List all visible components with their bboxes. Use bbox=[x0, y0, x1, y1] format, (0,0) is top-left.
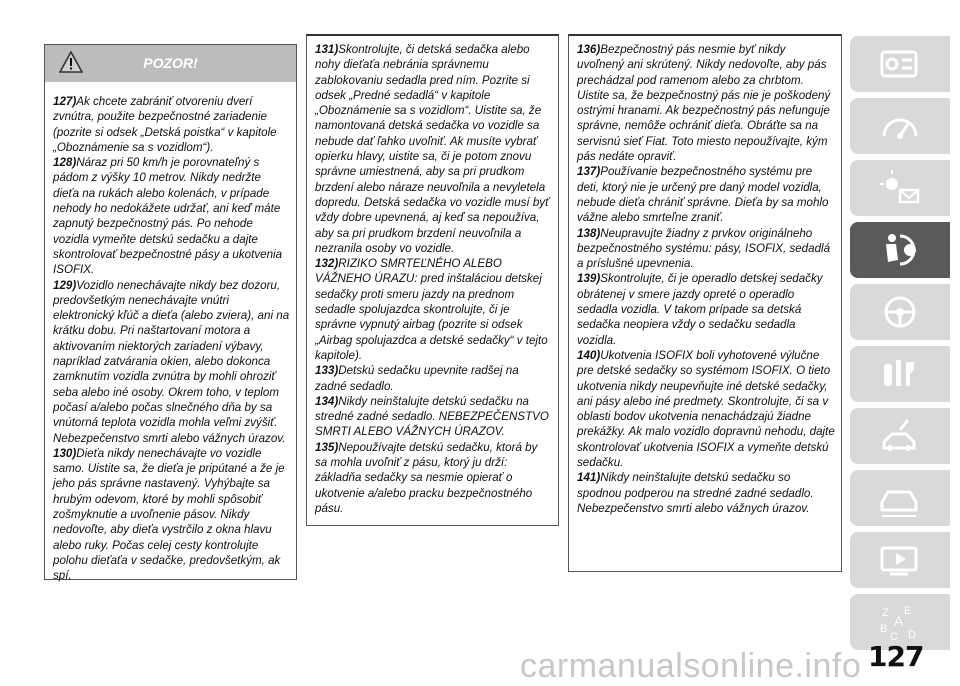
chapter-tab[interactable] bbox=[850, 160, 950, 216]
warning-text-block bbox=[307, 36, 558, 516]
warning-item bbox=[53, 278, 290, 446]
warning-item bbox=[577, 164, 835, 225]
wrench-car-icon bbox=[878, 416, 922, 456]
svg-text:B: B bbox=[880, 623, 888, 635]
warning-header bbox=[45, 45, 296, 82]
key-tools-icon bbox=[878, 354, 922, 394]
warning-text: Nepoužívajte detskú sedačku, ktorá by sa mohla uvoľniť z pásu, ktorý ju drží: základňa sedačky sa nesmie opierať o ukotvenie a/alebo pracku bezpečnostného pásu. bbox=[315, 440, 538, 515]
warning-item bbox=[577, 42, 835, 164]
chapter-tab-sidebar bbox=[850, 36, 960, 656]
svg-text:C: C bbox=[890, 631, 898, 642]
warning-text-block bbox=[569, 36, 841, 516]
warning-number: 129) bbox=[53, 278, 77, 292]
warning-text: Náraz pri 50 km/h je porovnateľný s pádom z výšky 10 metrov. Nikdy nedržte dieťa na rukách alebo kolenách, v prípade nehody ho nedokážete udržať, ani keď máte zapnutý bezpečnostný pás. Po nehode vozidla vymeňte detskú sedačku a dajte skontrolovať bezpečnostné pásy a ukotvenia ISOFIX. bbox=[53, 156, 283, 277]
svg-text:E: E bbox=[904, 605, 912, 617]
svg-text:Z: Z bbox=[882, 607, 889, 619]
warning-number: 136) bbox=[577, 43, 601, 56]
warning-text-block bbox=[45, 82, 296, 584]
chapter-tab[interactable] bbox=[850, 470, 950, 526]
warning-text: Skontrolujte, či detská sedačka alebo nohy dieťaťa nebránia správnemu zablokovaniu sedadla pred ním. Pozrite si odsek „Predné sedadlá“ v kapitole „Oboznámenie sa s vozidlom“. Uistite sa, že namontovaná detská sedačka vo vozidle sa nebude dať ľahko uvoľniť. Ak musíte vybrať opierku hlavy, uistite sa, či je potom znovu správne umiestnená, aby sa pri prudkom brzdení alebo náraze neuvoľnila a nevyletela dopredu. Detská sedačka vo vozidle musí byť vždy dobre upevnená, aj keď sa nepoužíva, aby sa pri prudkom brzdení neuvoľnila a nezranila osoby vo vozidle. bbox=[315, 43, 550, 255]
warning-item bbox=[577, 348, 835, 470]
warning-number: 127) bbox=[53, 95, 77, 108]
multimedia-icon bbox=[878, 540, 922, 580]
chapter-tab[interactable] bbox=[850, 36, 950, 92]
svg-text:D: D bbox=[908, 629, 916, 641]
warning-lights-icon bbox=[878, 168, 922, 208]
warning-item bbox=[53, 446, 290, 584]
alphabetical-index-icon bbox=[878, 602, 922, 642]
warning-text: RIZIKO SMRTEĽNÉHO ALEBO VÁŽNEHO ÚRAZU: pred inštaláciou detskej sedačky proti smeru jazdy na prednom sedadle spolujazdca skontrolujte, či je správne vypnutý airbag (pozrite si odsek „Airbag spolujazdca a detské sedačky“ v tejto kapitole). bbox=[315, 257, 548, 362]
warning-item bbox=[315, 363, 552, 394]
warning-item bbox=[577, 226, 835, 272]
warning-column-2 bbox=[306, 34, 559, 526]
warning-item bbox=[577, 271, 835, 347]
car-specs-icon bbox=[878, 478, 922, 518]
warning-text: Bezpečnostný pás nesmie byť nikdy uvoľnený ani skrútený. Nikdy nedovoľte, aby pás prechádzal pod ramenom alebo za chrbtom. Uistite sa, že bezpečnostný pás nie je poškodený ostrými hranami. Ak bezpečnostný pás nefunguje správne, nemôže ochrániť dieťa. Obráťte sa na servisnú sieť Fiat. Toto miesto nepoužívajte, kým pás nedáte opraviť. bbox=[577, 43, 831, 164]
svg-text:A: A bbox=[894, 613, 904, 629]
warning-item bbox=[53, 155, 290, 277]
warning-item bbox=[315, 256, 552, 363]
warning-text: Ukotvenia ISOFIX boli vyhotovené výlučne pre detské sedačky so systémom ISOFIX. O tieto ukotvenia nikdy neupevňujte iné detské sedačky, ani pásy alebo iné predmety. Skontrolujte, či sa v oblasti bodov ukotvenia nenachádzajú žiadne prekážky. Ak malo vozidlo dopravnú nehodu, dajte skontrolovať ukotvenia ISOFIX a vymeňte detskú sedačku. bbox=[577, 348, 835, 470]
steering-wheel-icon bbox=[878, 292, 922, 332]
watermark: carmanualsonline.info bbox=[520, 647, 862, 685]
warning-text: Nikdy neinštalujte detskú sedačku na stredné zadné sedadlo. NEBEZPEČENSTVO SMRTI ALEBO VÁŽNYCH ÚRAZOV. bbox=[315, 394, 549, 439]
airbag-passenger-icon bbox=[878, 230, 922, 270]
page-number: 127 bbox=[868, 640, 924, 673]
warning-number: 133) bbox=[315, 364, 339, 378]
warning-number: 140) bbox=[577, 348, 601, 362]
chapter-tab[interactable] bbox=[850, 222, 950, 278]
warning-item bbox=[315, 42, 552, 256]
warning-item bbox=[315, 440, 552, 516]
warning-item bbox=[315, 394, 552, 440]
car-dashboard-icon bbox=[878, 44, 922, 84]
warning-text: Neupravujte žiadny z prvkov originálneho bezpečnostného systému: pásy, ISOFIX, sedadlá a príslušné upevnenia. bbox=[577, 226, 831, 271]
warning-number: 135) bbox=[315, 440, 339, 454]
chapter-tab[interactable] bbox=[850, 98, 950, 154]
warning-text: Dieťa nikdy nenechávajte vo vozidle samo. Uistite sa, že dieťa je pripútané a že je jeho pás správne nastavený. Vyhýbajte sa hrubým odevom, ktoré by mohli spôsobiť zošmyknutie a uvoľnenie pásov. Nikdy nedovoľte, aby dieťa vystrčilo z okna hlavu alebo ruky. Počas celej cesty kontrolujte polohu dieťaťa v sedačke, predovšetkým, ak spí. bbox=[53, 446, 285, 583]
chapter-tab[interactable] bbox=[850, 346, 950, 402]
warning-text: Skontrolujte, či je operadlo detskej sedačky obrátenej v smere jazdy opreté o operadlo sedadla vozidla. V takom prípade sa detská sedačka neopiera vždy o sedačku sedadla vozidla. bbox=[577, 272, 823, 347]
warning-item bbox=[53, 94, 290, 155]
warning-number: 131) bbox=[315, 43, 339, 56]
chapter-tab[interactable] bbox=[850, 408, 950, 464]
warning-item bbox=[577, 470, 835, 516]
speedometer-icon bbox=[878, 106, 922, 146]
warning-number: 130) bbox=[53, 446, 77, 460]
warning-text: Detskú sedačku upevnite radšej na zadné sedadlo. bbox=[315, 364, 519, 393]
chapter-tab[interactable] bbox=[850, 532, 950, 588]
warning-text: Vozidlo nenechávajte nikdy bez dozoru, predovšetkým nenechávajte vnútri elektronický kľúč a dieťa (alebo zviera), ani na krátku dobu. Pri naštartovaní motora a aktivovaním niektorých zariadení výbavy, napríklad zatvárania okien, alebo dokonca zamknutím vozidla zvnútra by mohli ohroziť seba alebo iné osoby. Okrem toho, v teplom počasí a/alebo počas slnečného dňa by sa vnútorná teplota vozidla mohla veľmi zvýšiť. Nebezpečenstvo smrti alebo vážnych úrazov. bbox=[53, 278, 290, 445]
warning-title: POZOR! bbox=[143, 55, 198, 71]
warning-text: Nikdy neinštalujte detskú sedačku so spodnou podperou na stredné zadné sedadlo. Nebezpečenstvo smrti alebo vážnych úrazov. bbox=[577, 471, 814, 515]
warning-number: 139) bbox=[577, 272, 601, 286]
warning-column-1 bbox=[44, 44, 297, 583]
warning-number: 132) bbox=[315, 257, 339, 271]
warning-column-3 bbox=[568, 34, 842, 572]
chapter-tab[interactable] bbox=[850, 284, 950, 340]
warning-text: Ak chcete zabrániť otvoreniu dverí zvnútra, použite bezpečnostné zariadenie (pozrite si odsek „Detská poistka“ v kapitole „Oboznámenie sa s vozidlom“). bbox=[53, 95, 277, 154]
warning-text: Používanie bezpečnostného systému pre deti, ktorý nie je určený pre daný model vozidla, nebude dieťa chrániť správne. Dieťa by sa mohlo vážne alebo smrteľne zraniť. bbox=[577, 165, 829, 225]
warning-number: 134) bbox=[315, 394, 339, 408]
warning-number: 128) bbox=[53, 156, 77, 170]
warning-number: 137) bbox=[577, 165, 601, 179]
warning-number: 141) bbox=[577, 471, 601, 485]
warning-number: 138) bbox=[577, 226, 601, 240]
